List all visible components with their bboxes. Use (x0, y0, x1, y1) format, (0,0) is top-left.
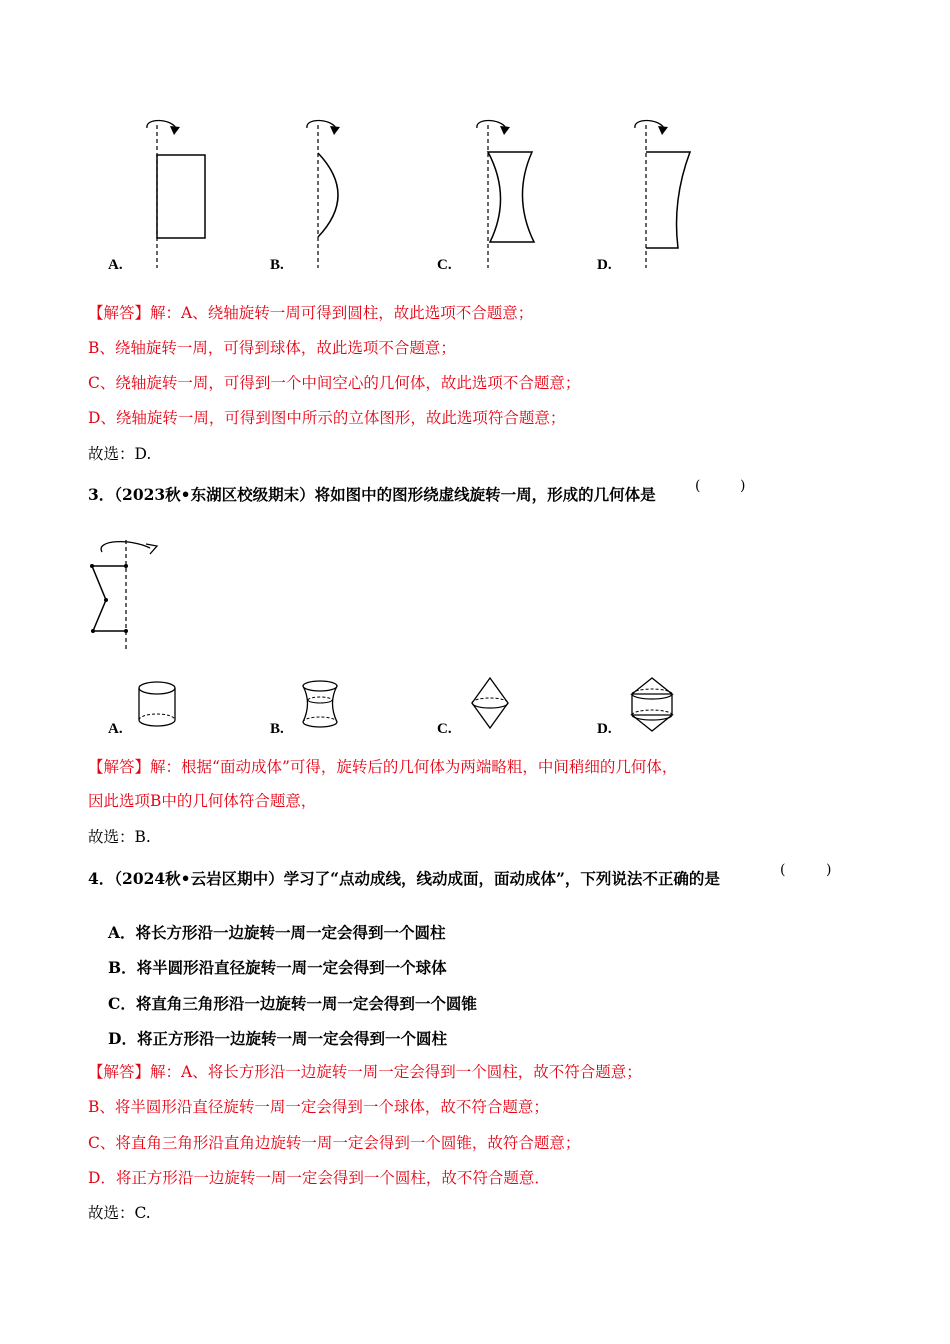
q3-paren-close: ) (740, 478, 746, 494)
q2-option-a-label: A. (108, 257, 123, 273)
q3-option-d-cone-cylinder (0, 0, 1, 1)
q3-answer-conclusion: 故选：B. (88, 828, 151, 846)
q3-option-d-label: D. (597, 721, 612, 737)
q4-answer-line-3: C、将直角三角形沿直角边旋转一周一定会得到一个圆锥，故符合题意； (88, 1134, 581, 1152)
q2-answer-line-4: D、绕轴旋转一周，可得到图中所示的立体图形，故此选项符合题意； (88, 409, 566, 427)
q3-answer-line-1 (88, 757, 677, 777)
q4-answer-conclusion: 故选：C. (88, 1204, 151, 1222)
answer-text: 解：根据“面动成体”可得，旋转后的几何体为两端略粗，中间稍细的几何体， (150, 758, 678, 776)
q2-answer-line-3: C、绕轴旋转一周，可得到一个中间空心的几何体，故此选项不合题意； (88, 374, 581, 392)
q4-paren-close: ) (826, 862, 832, 878)
q2-answer-line-2: B、绕轴旋转一周，可得到球体，故此选项不合题意； (88, 339, 456, 357)
q4-option-d: D．将正方形沿一边旋转一周一定会得到一个圆柱 (108, 1029, 447, 1048)
q3-answer-line-2: 因此选项B中的几何体符合题意， (88, 792, 317, 810)
q4-answer-line-2: B、将半圆形沿直径旋转一周一定会得到一个球体，故不符合题意； (88, 1098, 549, 1116)
answer-tag: 【解答】 (88, 1063, 151, 1081)
q4-answer-line-1 (88, 1062, 642, 1082)
q3-text: 3．（2023秋•东湖区校级期末）将如图中的图形绕虚线旋转一周，形成的几何体是 (88, 485, 656, 504)
answer-text: 解：A、绕轴旋转一周可得到圆柱，故此选项不合题意； (150, 304, 534, 322)
answer-tag: 【解答】 (88, 304, 151, 322)
q4-option-c: C．将直角三角形沿一边旋转一周一定会得到一个圆锥 (108, 994, 477, 1013)
q3-option-c-label: C. (437, 721, 452, 737)
q4-option-a: A．将长方形沿一边旋转一周一定会得到一个圆柱 (108, 923, 446, 942)
q4-option-b: B．将半圆形沿直径旋转一周一定会得到一个球体 (108, 958, 447, 977)
q2-option-b-label: B. (270, 257, 284, 273)
q3-paren-open: ( (695, 478, 701, 494)
q3-option-b-label: B. (270, 721, 284, 737)
q2-answer-conclusion: 故选：D. (88, 445, 152, 463)
answer-text: 解：A、将长方形沿一边旋转一周一定会得到一个圆柱，故不符合题意； (150, 1063, 642, 1081)
answer-tag: 【解答】 (88, 758, 151, 776)
q4-answer-line-4: D．将正方形沿一边旋转一周一定会得到一个圆柱，故不符合题意． (88, 1169, 550, 1187)
q4-text: 4．（2024秋•云岩区期中）学习了“点动成线，线动成面，面动成体”，下列说法不正确的是 (88, 869, 720, 888)
q2-option-d-label: D. (597, 257, 612, 273)
q2-option-c-label: C. (437, 257, 452, 273)
q2-answer-line-1 (88, 303, 533, 323)
q3-option-a-label: A. (108, 721, 123, 737)
q4-paren-open: ( (780, 862, 786, 878)
